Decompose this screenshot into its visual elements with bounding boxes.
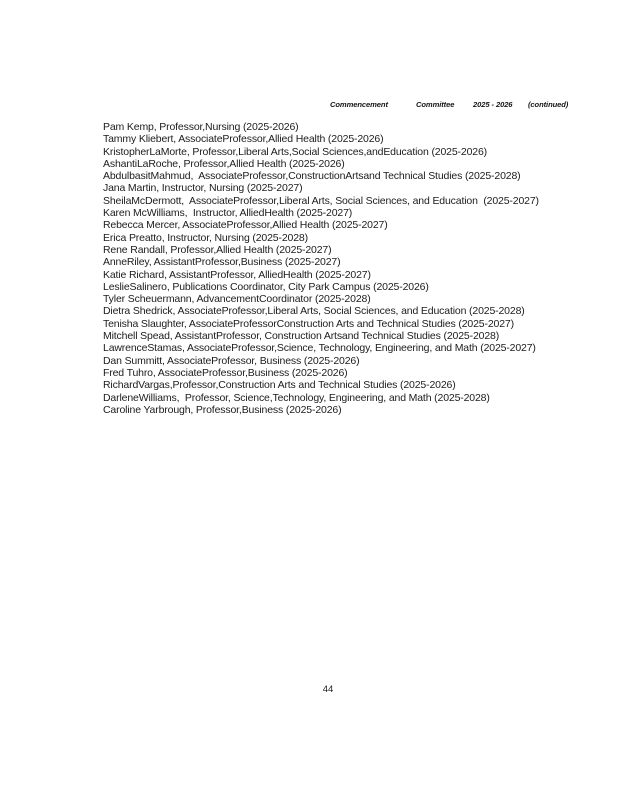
roster-line: Pam Kemp, Professor,Nursing (2025-2026) <box>103 121 299 133</box>
roster-line: Mitchell Spead, AssistantProfessor, Construction Artsand Technical Studies (2025-2028) <box>103 330 500 343</box>
roster-line: Rene Randall, Professor,Allied Health (2025-2027) <box>103 243 332 256</box>
roster-line: SheilaMcDermott, AssociateProfessor,Liberal Arts, Social Sciences, and Education (2025-2027) <box>103 194 539 207</box>
header-continued-note: (continued) <box>528 100 569 109</box>
page-number: 44 <box>322 684 334 695</box>
roster-line: Tyler Scheuermann, AdvancementCoordinator (2025-2028) <box>103 293 371 306</box>
roster-line: Tammy Kliebert, AssociateProfessor,Allied Health (2025-2026) <box>103 133 384 146</box>
roster-line: Tenisha Slaughter, AssociateProfessorConstruction Arts and Technical Studies (2025-2027) <box>103 317 514 330</box>
roster-line: Dietra Shedrick, AssociateProfessor,Liberal Arts, Social Sciences, and Education (2025-2028) <box>103 305 525 318</box>
roster-line: Fred Tuhro, AssociateProfessor,Business (2025-2026) <box>103 366 348 379</box>
roster-line: KristopherLaMorte, Professor,Liberal Arts,Social Sciences,andEducation (2025-2026) <box>103 145 488 158</box>
roster-line: LawrenceStamas, AssociateProfessor,Science, Technology, Engineering, and Math (2025-2027) <box>103 342 536 355</box>
roster-line: RichardVargas,Professor,Construction Arts and Technical Studies (2025-2026) <box>103 379 456 392</box>
roster-line: LeslieSalinero, Publications Coordinator, City Park Campus (2025-2026) <box>103 280 429 293</box>
roster-line: AshantiLaRoche, Professor,Allied Health (2025-2026) <box>103 157 345 170</box>
roster-line: Caroline Yarbrough, Professor,Business (2025-2026) <box>103 403 342 416</box>
roster-line: Erica Preatto, Instructor, Nursing (2025-2028) <box>103 231 308 244</box>
roster-line: AbdulbasitMahmud, AssociateProfessor,ConstructionArtsand Technical Studies (2025-2028) <box>103 170 521 183</box>
header-committee-title: Commencement <box>330 100 388 109</box>
roster-list <box>103 121 618 416</box>
roster-line: DarleneWilliams, Professor, Science,Technology, Engineering, and Math (2025-2028) <box>103 391 490 404</box>
header-committee-word: Committee <box>416 100 455 109</box>
roster-line: Karen McWilliams, Instructor, AlliedHealth (2025-2027) <box>103 207 353 220</box>
roster-line: AnneRiley, AssistantProfessor,Business (2025-2027) <box>103 256 341 269</box>
roster-line: Jana Martin, Instructor, Nursing (2025-2027) <box>103 182 303 195</box>
header-years: 2025 - 2026 <box>473 100 513 109</box>
roster-line: Rebecca Mercer, AssociateProfessor,Allied Health (2025-2027) <box>103 219 388 232</box>
roster-line: Katie Richard, AssistantProfessor, AlliedHealth (2025-2027) <box>103 268 371 281</box>
roster-line: Dan Summitt, AssociateProfessor, Business (2025-2026) <box>103 354 360 367</box>
